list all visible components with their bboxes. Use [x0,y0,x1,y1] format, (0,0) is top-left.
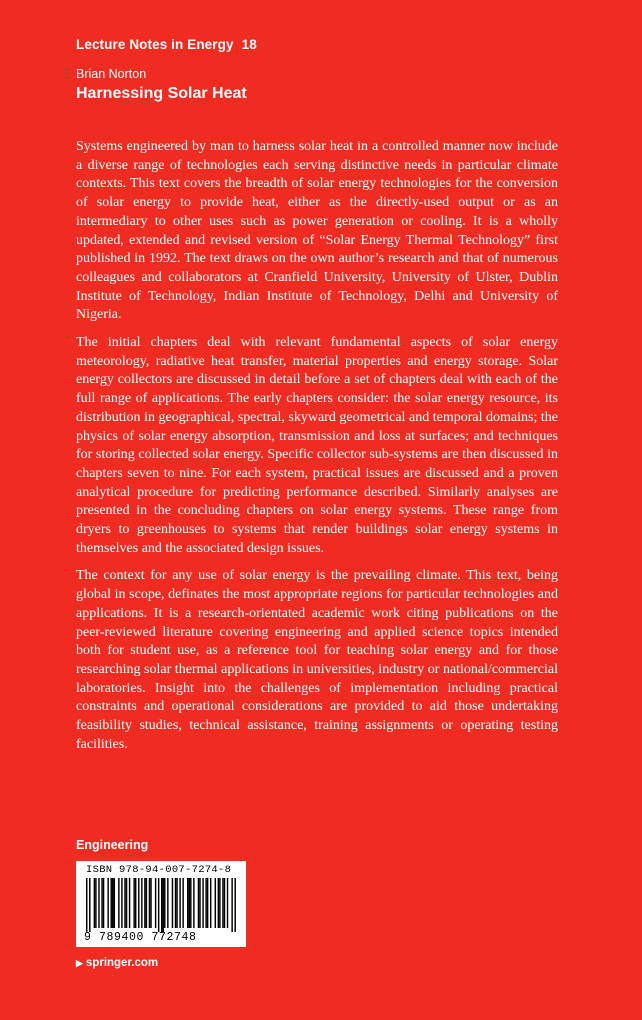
barcode-bar [112,878,113,928]
barcode-bar [176,878,177,928]
barcode-bar [210,878,211,928]
barcode-bar [101,878,102,928]
barcode-bar [222,878,223,928]
barcode-bar [189,878,190,928]
barcode-digits: 9 789400 772748 [84,931,197,944]
series-name: Lecture Notes in Energy [76,37,234,52]
barcode-bar [161,878,162,932]
barcode-bar [126,878,127,928]
barcode-bar [114,878,115,928]
barcode-bar [110,878,111,928]
barcode-bar [198,878,199,928]
barcode-bar [144,878,145,928]
blurb-paragraph-2: The initial chapters deal with relevant fundamental aspects of solar energy meteorology, radiative heat transfer, material properties and energy storage. Solar energy collectors are discussed in detail before a set of chapters deal with each of the full range of applications. The early chapters consider: the solar energy resource, its distribution in geographical, spectral, skyward geometrical and temporal domains; the physics of solar energy absorption, transmission and loss at surfaces; and techniques for storing collected solar energy. Specific collector sub-systems are then discussed in chapters seven to nine. For each system, practical issues are discussed and a proven analytical procedure for predicting performance described. Similarly analyses are presented in the concluding chapters on solar energy systems. These range from dryers to greenhouses to systems that render buildings solar energy systems in themselves and the associated design issues. [76,335,558,556]
blurb [76,138,558,764]
barcode-bar [94,878,95,928]
publisher-website[interactable] [76,957,158,969]
barcode-bar [146,878,147,928]
book-title: Harnessing Solar Heat [76,85,247,102]
barcode-bar [141,878,142,928]
barcode-bar [155,878,156,928]
barcode-bar [163,878,164,932]
subject-label: Engineering [76,838,149,852]
barcode-bar [138,878,139,928]
blurb-paragraph-1: Systems engineered by man to harness solar heat in a controlled manner now include a diverse range of technologies each serving distinctive needs in particular climate contexts. This text covers the breadth of solar energy technologies for the conversion of solar energy to provide heat, either as the directly-used output or as an intermediary to other uses such as power generation or cooling. It is a wholly updated, extended and revised version of “Solar Energy Thermal Technology” first published in 1992. The text draws on the own author’s research and that of numerous colleagues and collaborators at Cranfield University, University of Ulster, Dublin Institute of Technology, Indian Institute of Technology, Delhi and University of Nigeria. [76,139,558,323]
barcode-bar [215,878,216,928]
barcode-bar [234,878,235,932]
barcode-bar [224,878,225,928]
barcode-bar [182,878,183,928]
series-line [76,37,257,52]
barcode-bar [135,878,136,928]
triangle-right-icon: ▶ [76,958,83,968]
website-text: springer.com [85,957,159,969]
barcode-bar [205,878,206,928]
barcode-bar [187,878,188,928]
barcode-bar [231,878,232,932]
barcode-bar [107,878,108,928]
barcode-bar [129,878,130,928]
barcode-bar [175,878,176,928]
barcode-bar [218,878,219,928]
barcode-bar [193,878,194,928]
barcode-bar [190,878,191,928]
barcode-bar [86,878,87,932]
barcode-bar [164,878,165,928]
barcode-icon [86,878,236,932]
barcode-bar [89,878,90,932]
isbn-label: ISBN 978-94-007-7274-8 [86,864,232,876]
barcode-bar [95,878,96,928]
barcode-bar [172,878,173,928]
barcode-bar [207,878,208,928]
barcode-bar [98,878,99,928]
barcode-bar [149,878,150,928]
barcode-bar [199,878,200,928]
blurb-paragraph-3: The context for any use of solar energy is the prevailing climate. This text, being global in scope, definates the most appropriate regions for particular technologies and applications. It is a research-orientated academic work citing publications on the peer-reviewed literature covering engineering and applied science topics intended both for student use, as a reference tool for teaching solar energy and for those researching solar thermal applications in universities, industry or national/commercial laboratories. Insight into the challenges of implementation including practical constraints and operational considerations are provided to aid those undertaking feasibility studies, technical assistance, training assignments or operating testing facilities. [76,568,558,752]
barcode-bar [158,878,159,932]
barcode-bar [202,878,203,928]
barcode-bar [179,878,180,928]
series-volume: 18 [241,37,257,52]
barcode-bar [121,878,122,928]
barcode-bar [118,878,119,928]
barcode-bar [124,878,125,928]
barcode-bar [219,878,220,928]
barcode-bar [227,878,228,928]
barcode-bar [150,878,151,928]
barcode-bar [103,878,104,928]
barcode-bar [167,878,168,928]
barcode-bar [133,878,134,928]
barcode-panel [76,861,246,947]
author-name: Brian Norton [76,67,147,81]
